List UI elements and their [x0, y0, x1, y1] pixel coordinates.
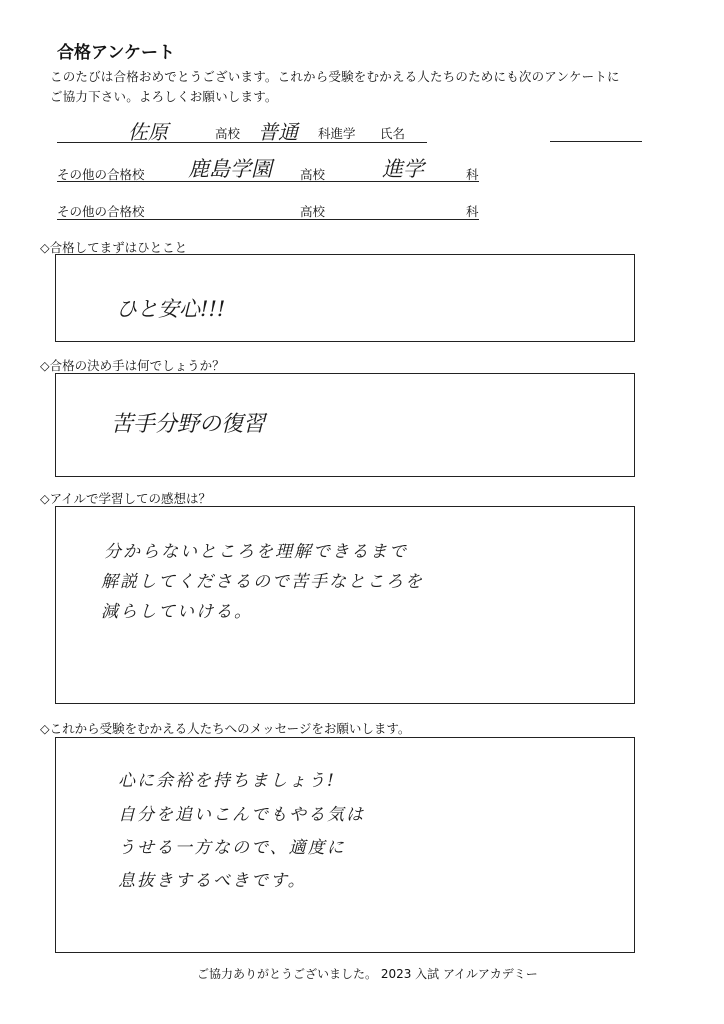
question-4-answer-box [55, 737, 635, 953]
other-school-2-label: その他の合格校 [57, 204, 145, 219]
primary-dept-label: 科進学 [318, 126, 356, 141]
footer-text: ご協力ありがとうございました。 2023 入試 アイルアカデミー [197, 967, 538, 981]
other-school-1-name: 鹿島学園 [188, 157, 272, 181]
question-4-label: ◇これから受験をむかえる人たちへのメッセージをお願いします。 [40, 721, 411, 736]
primary-school-name: 佐原 [128, 120, 168, 144]
question-2-answer-box [55, 373, 635, 477]
other-school-1-dept-label: 科 [466, 167, 479, 182]
primary-school-label: 高校 [215, 126, 241, 141]
question-3-answer-line-3: 減らしていける。 [101, 602, 253, 622]
other-school-1-label: その他の合格校 [57, 167, 145, 182]
other-school-1-underline [57, 181, 479, 182]
question-4-answer-line-4: 息抜きするべきです。 [118, 871, 307, 891]
other-school-2-underline [57, 219, 479, 220]
intro-line-2: ご協力下さい。よろしくお願いします。 [50, 89, 278, 104]
other-school-1-school-label: 高校 [300, 167, 326, 182]
intro-line-1: このたびは合格おめでとうございます。これから受験をむかえる人たちのためにも次のアンケートに [50, 69, 620, 84]
primary-dept-name: 普通 [258, 120, 298, 144]
question-2-label: ◇合格の決め手は何でしょうか？ [40, 358, 225, 373]
question-4-answer-line-1: 心に余裕を持ちましょう! [118, 771, 336, 791]
other-school-2-school-label: 高校 [300, 204, 326, 219]
question-4-answer-line-3: うせる一方なので、適度に [118, 838, 346, 858]
question-1-answer-box [55, 254, 635, 342]
other-school-1-dept-name: 進学 [382, 157, 424, 181]
question-4-answer-line-2: 自分を追いこんでもやる気は [118, 805, 365, 825]
primary-school-underline [57, 142, 427, 143]
form-title: 合格アンケート [57, 43, 175, 63]
question-1-answer-line-1: ひと安心!!! [116, 297, 226, 321]
question-3-answer-box [55, 506, 635, 704]
question-2-answer-line-1: 苦手分野の復習 [111, 412, 266, 437]
question-3-answer-line-1: 分からないところを理解できるまで [104, 542, 408, 562]
question-3-label: ◇アイルで学習しての感想は？ [40, 491, 211, 506]
question-3-answer-line-2: 解説してくださるので苦手なところを [101, 572, 424, 592]
name-label: 氏名 [380, 126, 406, 141]
name-underline [550, 141, 642, 142]
question-1-label: ◇合格してまずはひとこと [40, 240, 188, 255]
other-school-2-dept-label: 科 [466, 204, 479, 219]
